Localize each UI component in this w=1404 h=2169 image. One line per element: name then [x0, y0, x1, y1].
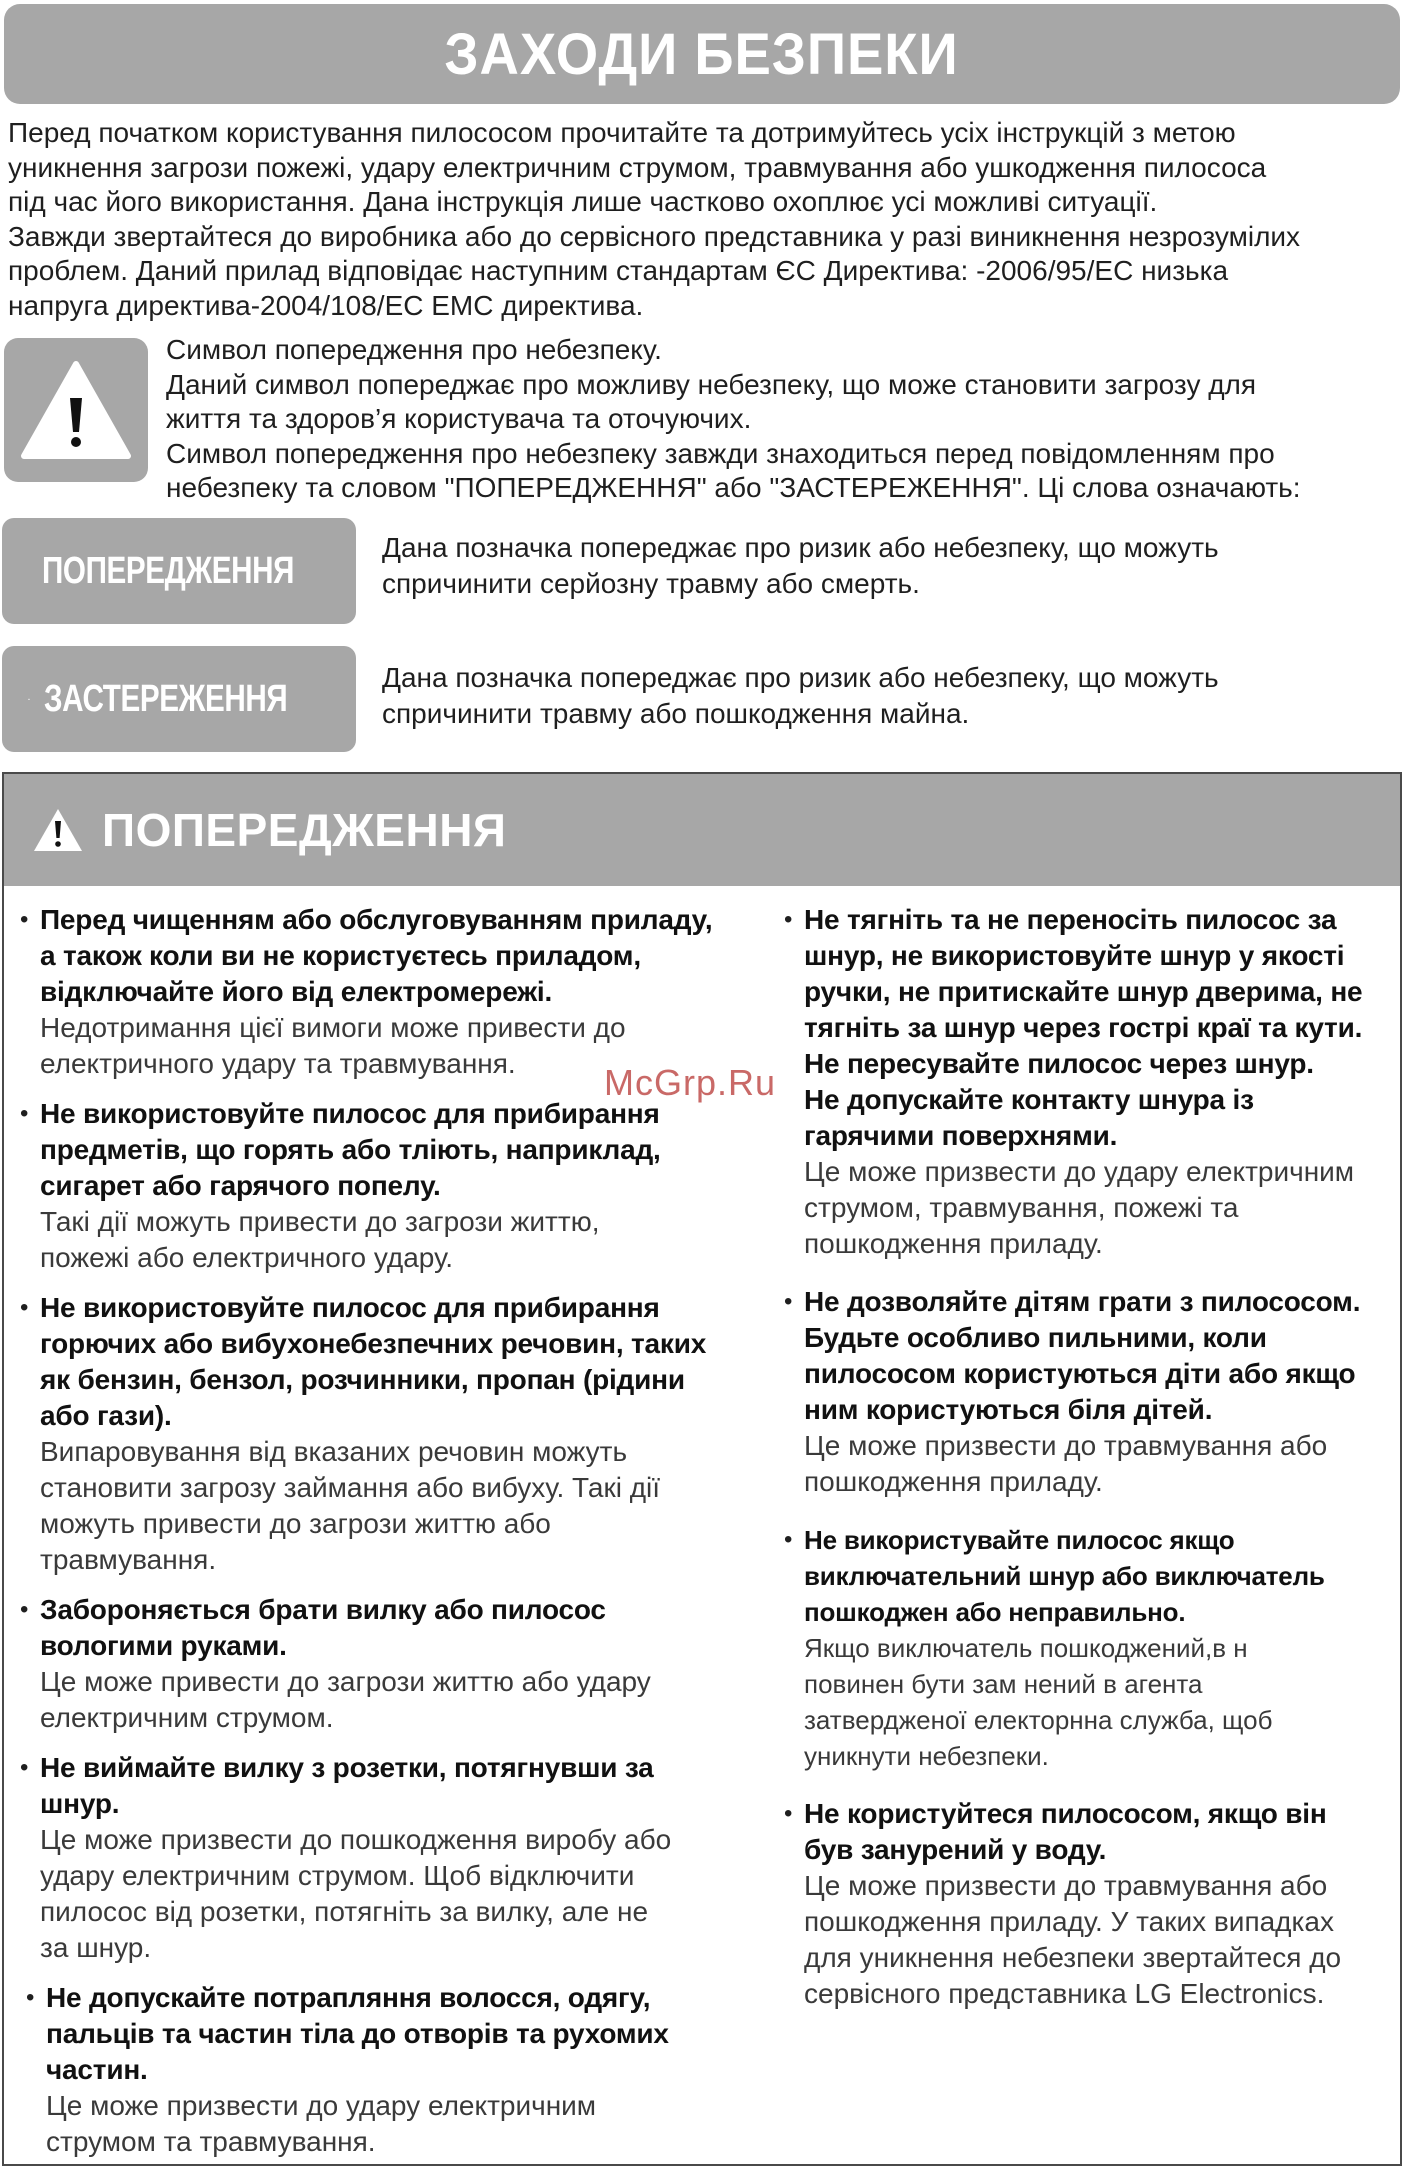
warning-badge-label: ПОПЕРЕДЖЕННЯ	[42, 549, 295, 592]
warning-section-heading: ПОПЕРЕДЖЕННЯ	[102, 804, 507, 856]
item-text-line: для уникнення небезпеки звертайтеся до	[804, 1942, 1342, 1973]
intro-line: уникнення загрози пожежі, удару електричним струмом, травмування або ушкодження пилососа	[8, 151, 1267, 183]
item-bold-line: а також коли ви не користуєтесь приладом,	[40, 940, 641, 971]
list-item	[782, 1796, 1394, 2012]
symbol-description	[166, 333, 1402, 506]
item-text-line: струмом та травмування.	[46, 2126, 376, 2157]
list-item	[18, 1750, 758, 1966]
item-bold-line: відключайте його від електромережі.	[40, 976, 553, 1007]
warning-section-header	[4, 774, 1400, 886]
item-text-line: електричним струмом.	[40, 1702, 334, 1733]
item-text-line: електричного удару та травмування.	[40, 1048, 516, 1079]
bullet: •	[20, 1294, 29, 1321]
item-text-line: пошкодження приладу. У таких випадках	[804, 1906, 1334, 1937]
item-bold-line: Будьте особливо пильними, коли	[804, 1322, 1267, 1353]
item-bold-line: Не використувайте пилосос якщо	[804, 1525, 1235, 1555]
item-bold-line: Забороняється брати вилку або пилосос	[40, 1594, 606, 1625]
item-bold-line: Не виймайте вилку з розетки, потягнувши за	[40, 1752, 654, 1783]
item-bold-line: виключательний шнур або виключатель	[804, 1561, 1325, 1591]
list-item	[18, 1096, 758, 1276]
item-bold-line: ручки, не притискайте шнур дверима, не	[804, 976, 1363, 1007]
item-text-line: Це може призвести до удару електричним	[46, 2090, 597, 2121]
item-text-line: Якщо виключатель пошкоджений,в н	[804, 1633, 1248, 1663]
bullet: •	[20, 1100, 29, 1127]
item-bold-line: ним користуються біля дітей.	[804, 1394, 1213, 1425]
caution-badge	[2, 646, 356, 752]
caution-description-line: Дана позначка попереджає про ризик або небезпеку, що можуть	[382, 662, 1219, 693]
item-bold-line: вологими руками.	[40, 1630, 287, 1661]
item-text-line: Це може призвести до травмування або	[804, 1870, 1328, 1901]
intro-line: напруга директива-2004/108/ЕС ЕМС директива.	[8, 289, 644, 321]
item-bold-line: був занурений у воду.	[804, 1834, 1107, 1865]
item-bold-line: Не використовуйте пилосос для прибирання	[40, 1098, 660, 1129]
item-bold-line: тягніть за шнур через гострі краї та кути.	[804, 1012, 1363, 1043]
item-text-line: за шнур.	[40, 1932, 152, 1963]
list-item	[18, 902, 758, 1082]
item-text-line: уникнути небезпеки.	[804, 1741, 1049, 1771]
intro-line: проблем. Даний прилад відповідає наступним стандартам ЄС Директива: -2006/95/ЕС низька	[8, 255, 1229, 286]
page-title: ЗАХОДИ БЕЗПЕКИ	[444, 21, 960, 87]
item-bold-line: Не дозволяйте дітям грати з пилососом.	[804, 1286, 1361, 1317]
item-text-line: пожежі або електричного удару.	[40, 1242, 454, 1273]
item-bold-line: Не тягніть та не переносіть пилосос за	[804, 904, 1337, 935]
caution-badge-label: ЗАСТЕРЕЖЕННЯ	[44, 677, 288, 720]
item-bold-line: Перед чищенням або обслуговуванням приладу,	[40, 904, 713, 935]
item-bold-line: пилососом користуються діти або якщо	[804, 1358, 1356, 1389]
warning-triangle-icon	[32, 807, 84, 853]
warning-description	[382, 530, 1392, 602]
intro-paragraph	[8, 116, 1400, 323]
list-item	[782, 1284, 1394, 1500]
item-text-line: пилосос від розетки, потягніть за вилку, але не	[40, 1896, 649, 1927]
item-bold-line: Не користуйтеся пилососом, якщо він	[804, 1798, 1327, 1829]
caution-description	[382, 660, 1392, 732]
item-bold-line: шнур.	[40, 1788, 120, 1819]
item-text-line: пошкодження приладу.	[804, 1228, 1103, 1259]
list-item	[18, 1290, 758, 1578]
item-bold-line: пальців та частин тіла до отворів та рухомих	[46, 2018, 669, 2049]
warning-badge	[2, 518, 356, 624]
warning-description-line: спричинити серйозну травму або смерть.	[382, 568, 920, 599]
symbol-line: життя та здоров’я користувача та оточуючих.	[166, 403, 752, 434]
symbol-line: Даний символ попереджає про можливу небезпеку, що може становити загрозу для	[166, 368, 1257, 400]
warning-triangle-icon	[28, 679, 30, 719]
item-text-line: струмом, травмування, пожежі та	[804, 1192, 1239, 1223]
bullet: •	[784, 906, 793, 933]
symbol-line: Символ попередження про небезпеку.	[166, 334, 662, 365]
intro-line: Завжди звертайтеся до виробника або до сервісного представника у разі виникнення незрозумілих	[8, 220, 1301, 252]
list-item	[18, 1592, 758, 1736]
item-bold-line: сигарет або гарячого попелу.	[40, 1170, 441, 1201]
warning-triangle-icon	[18, 358, 134, 462]
item-bold-line: шнур, не використовуйте шнур у якості	[804, 940, 1345, 971]
item-text-line: повинен бути зам нений в агента	[804, 1669, 1203, 1699]
bullet: •	[20, 1754, 29, 1781]
item-bold-line: Не використовуйте пилосос для прибирання	[40, 1292, 660, 1323]
bullet: •	[784, 1288, 793, 1315]
symbol-line: небезпеку та словом "ПОПЕРЕДЖЕННЯ" або "ЗАСТЕРЕЖЕННЯ". Ці слова означають:	[166, 472, 1301, 503]
item-bold-line: гарячими поверхнями.	[804, 1120, 1118, 1151]
safety-alert-symbol	[4, 338, 148, 482]
item-bold-line: Не допускайте потрапляння волосся, одягу,	[46, 1982, 651, 2013]
item-bold-line: предметів, що горять або тліють, наприклад,	[40, 1134, 661, 1165]
item-text-line: Випаровування від вказаних речовин можуть	[40, 1436, 628, 1467]
item-bold-line: Не допускайте контакту шнура із	[804, 1084, 1254, 1115]
item-text-line: Це може призвести до травмування або	[804, 1430, 1328, 1461]
item-text-line: Це може призвести до пошкодження виробу або	[40, 1824, 672, 1855]
item-text-line: удару електричним струмом. Щоб відключити	[40, 1860, 635, 1891]
bullet: •	[784, 1800, 793, 1827]
item-text-line: Це може призвести до удару електричним	[804, 1156, 1355, 1187]
caution-description-line: спричинити травму або пошкодження майна.	[382, 698, 970, 729]
item-bold-line: Не пересувайте пилосос через шнур.	[804, 1048, 1314, 1079]
warning-right-column	[782, 902, 1394, 2026]
item-text-line: Недотримання цієї вимоги може привести до	[40, 1012, 626, 1043]
item-bold-line: як бензин, бензол, розчинники, пропан (рідини	[40, 1364, 685, 1395]
item-text-line: затвердженої електорнна служба, щоб	[804, 1705, 1273, 1735]
warning-section	[2, 772, 1402, 2166]
title-bar	[4, 4, 1400, 104]
item-bold-line: частин.	[46, 2054, 148, 2085]
item-text-line: становити загрозу займання або вибуху. Такі дії	[40, 1472, 661, 1503]
bullet: •	[20, 906, 29, 933]
warning-description-line: Дана позначка попереджає про ризик або небезпеку, що можуть	[382, 532, 1219, 563]
watermark: McGrp.Ru	[604, 1062, 777, 1103]
bullet: •	[20, 1596, 29, 1623]
list-item	[24, 1980, 758, 2160]
symbol-line: Символ попередження про небезпеку завжди знаходиться перед повідомленням про	[166, 437, 1275, 469]
intro-line: під час його використання. Дана інструкція лише частково охоплює усі можливі ситуації.	[8, 186, 1158, 217]
item-text-line: Такі дії можуть привести до загрози життю,	[40, 1206, 600, 1237]
list-item	[782, 1522, 1394, 1774]
item-text-line: сервісного представника LG Electronics.	[804, 1978, 1325, 2009]
bullet: •	[26, 1984, 35, 2011]
item-bold-line: горючих або вибухонебезпечних речовин, таких	[40, 1328, 707, 1359]
item-bold-line: або гази).	[40, 1400, 172, 1431]
bullet: •	[784, 1526, 793, 1553]
intro-line: Перед початком користування пилососом прочитайте та дотримуйтесь усіх інструкцій з метою	[8, 117, 1236, 148]
item-text-line: травмування.	[40, 1544, 217, 1575]
item-text-line: пошкодження приладу.	[804, 1466, 1103, 1497]
list-item	[782, 902, 1394, 1262]
item-text-line: можуть привести до загрози життю або	[40, 1508, 551, 1539]
item-bold-line: пошкоджен або неправильно.	[804, 1597, 1186, 1627]
item-text-line: Це може привести до загрози життю або удару	[40, 1666, 651, 1697]
